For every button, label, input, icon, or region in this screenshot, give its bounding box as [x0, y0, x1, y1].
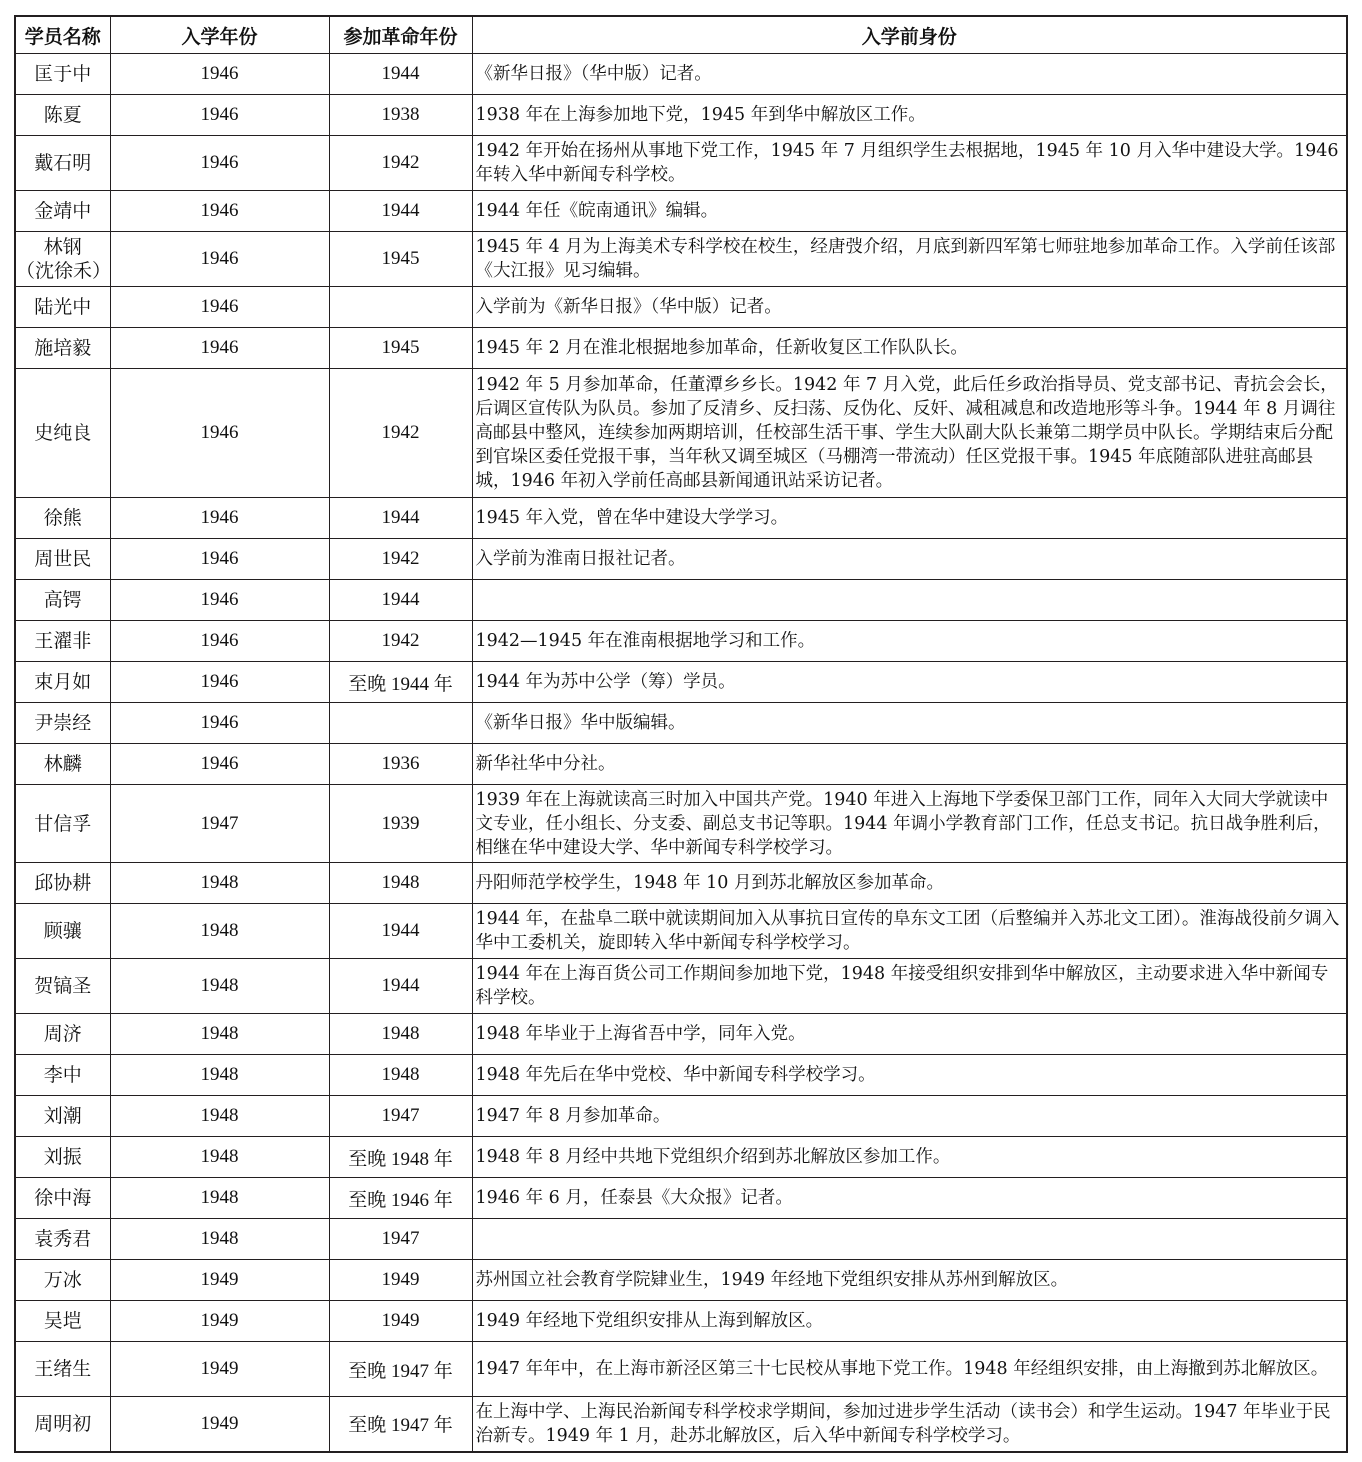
header-revolution-year: 参加革命年份	[329, 16, 472, 54]
revolution-year-cell: 1944	[329, 191, 472, 232]
student-name-cell: 吴垲	[15, 1301, 110, 1342]
table-row	[15, 580, 1347, 621]
student-name-cell: 邱协耕	[15, 863, 110, 904]
student-name-cell: 尹崇经	[15, 703, 110, 744]
prior-identity-cell: 1942 年 5 月参加革命，任董潭乡乡长。1942 年 7 月入党，此后任乡政治指导员、党支部书记、青抗会会长，后调区宣传队为队员。参加了反清乡、反扫荡、反伪化、反奸、减租减息和改造地形等斗争。1944 年 8 月调往高邮县中整风，连续参加两期培训，任校部生活干事、学生大队副大队长兼第二期学员中队长。学期结束后分配到官垛区委任党报干事，当年秋又调至城区（马棚湾一带流动）任区党报干事。1945 年底随部队进驻高邮县城，1946 年初入学前任高邮县新闻通讯站采访记者。	[472, 369, 1347, 498]
student-name-cell: 陈夏	[15, 95, 110, 136]
enroll-year-cell: 1949	[110, 1397, 329, 1452]
student-name-cell: 王绪生	[15, 1342, 110, 1397]
student-name-cell: 束月如	[15, 662, 110, 703]
enroll-year-cell: 1946	[110, 232, 329, 287]
table-row	[15, 232, 1347, 287]
revolution-year-cell: 1938	[329, 95, 472, 136]
student-name-cell: 陆光中	[15, 287, 110, 328]
enroll-year-cell: 1948	[110, 1055, 329, 1096]
enroll-year-cell: 1946	[110, 369, 329, 498]
prior-identity-cell: 1938 年在上海参加地下党，1945 年到华中解放区工作。	[472, 95, 1347, 136]
table-row	[15, 785, 1347, 863]
student-name-cell: 匡于中	[15, 54, 110, 95]
table-row	[15, 904, 1347, 959]
header-row	[15, 16, 1347, 54]
table-row	[15, 1178, 1347, 1219]
revolution-year-cell: 至晚 1946 年	[329, 1178, 472, 1219]
enroll-year-cell: 1949	[110, 1342, 329, 1397]
enroll-year-cell: 1946	[110, 744, 329, 785]
prior-identity-cell: 1939 年在上海就读高三时加入中国共产党。1940 年进入上海地下学委保卫部门工作，同年入大同大学就读中文专业，任小组长、分支委、副总支书记等职。1944 年调小学教育部门工作，任总支书记。抗日战争胜利后，相继在华中建设大学、华中新闻专科学校学习。	[472, 785, 1347, 863]
prior-identity-cell: 1945 年 4 月为上海美术专科学校在校生，经唐弢介绍，月底到新四军第七师驻地参加革命工作。入学前任该部《大江报》见习编辑。	[472, 232, 1347, 287]
enroll-year-cell: 1948	[110, 863, 329, 904]
table-row	[15, 744, 1347, 785]
revolution-year-cell: 1945	[329, 328, 472, 369]
prior-identity-cell: 丹阳师范学校学生，1948 年 10 月到苏北解放区参加革命。	[472, 863, 1347, 904]
students-table	[14, 15, 1348, 1453]
student-name-cell: 刘振	[15, 1137, 110, 1178]
header-enroll-year: 入学年份	[110, 16, 329, 54]
revolution-year-cell: 1949	[329, 1260, 472, 1301]
enroll-year-cell: 1946	[110, 287, 329, 328]
prior-identity-cell	[472, 580, 1347, 621]
student-name-cell: 徐熊	[15, 498, 110, 539]
table-row	[15, 1055, 1347, 1096]
prior-identity-cell: 1948 年先后在华中党校、华中新闻专科学校学习。	[472, 1055, 1347, 1096]
prior-identity-cell: 《新华日报》华中版编辑。	[472, 703, 1347, 744]
table-row	[15, 191, 1347, 232]
revolution-year-cell: 至晚 1947 年	[329, 1342, 472, 1397]
enroll-year-cell: 1946	[110, 136, 329, 191]
prior-identity-cell: 入学前为《新华日报》（华中版）记者。	[472, 287, 1347, 328]
enroll-year-cell: 1948	[110, 1219, 329, 1260]
enroll-year-cell: 1946	[110, 191, 329, 232]
revolution-year-cell: 1948	[329, 1055, 472, 1096]
table-row	[15, 498, 1347, 539]
revolution-year-cell: 至晚 1948 年	[329, 1137, 472, 1178]
prior-identity-cell: 1942 年开始在扬州从事地下党工作，1945 年 7 月组织学生去根据地，1945 年 10 月入华中建设大学。1946 年转入华中新闻专科学校。	[472, 136, 1347, 191]
enroll-year-cell: 1946	[110, 54, 329, 95]
revolution-year-cell: 1947	[329, 1096, 472, 1137]
revolution-year-cell: 1945	[329, 232, 472, 287]
prior-identity-cell: 1948 年 8 月经中共地下党组织介绍到苏北解放区参加工作。	[472, 1137, 1347, 1178]
student-name-cell: 甘信孚	[15, 785, 110, 863]
enroll-year-cell: 1946	[110, 662, 329, 703]
enroll-year-cell: 1948	[110, 1178, 329, 1219]
revolution-year-cell: 1939	[329, 785, 472, 863]
student-name-cell: 王濯非	[15, 621, 110, 662]
prior-identity-cell: 1948 年毕业于上海省吾中学，同年入党。	[472, 1014, 1347, 1055]
revolution-year-cell: 1947	[329, 1219, 472, 1260]
prior-identity-cell: 1947 年年中，在上海市新泾区第三十七民校从事地下党工作。1948 年经组织安排，由上海撤到苏北解放区。	[472, 1342, 1347, 1397]
prior-identity-cell: 入学前为淮南日报社记者。	[472, 539, 1347, 580]
prior-identity-cell: 新华社华中分社。	[472, 744, 1347, 785]
revolution-year-cell: 1936	[329, 744, 472, 785]
enroll-year-cell: 1946	[110, 498, 329, 539]
prior-identity-cell: 1947 年 8 月参加革命。	[472, 1096, 1347, 1137]
revolution-year-cell: 1944	[329, 959, 472, 1014]
enroll-year-cell: 1946	[110, 95, 329, 136]
table-row	[15, 1014, 1347, 1055]
table-row	[15, 959, 1347, 1014]
student-name-cell: 李中	[15, 1055, 110, 1096]
header-prior-identity: 入学前身份	[472, 16, 1347, 54]
revolution-year-cell: 1942	[329, 136, 472, 191]
student-name-cell: 金靖中	[15, 191, 110, 232]
table-row	[15, 662, 1347, 703]
revolution-year-cell: 1944	[329, 498, 472, 539]
prior-identity-cell: 1944 年任《皖南通讯》编辑。	[472, 191, 1347, 232]
prior-identity-cell	[472, 1219, 1347, 1260]
student-name-cell: 袁秀君	[15, 1219, 110, 1260]
table-row	[15, 328, 1347, 369]
student-name-cell: 周世民	[15, 539, 110, 580]
table-row	[15, 369, 1347, 498]
revolution-year-cell: 1948	[329, 863, 472, 904]
table-row	[15, 136, 1347, 191]
table-row	[15, 95, 1347, 136]
enroll-year-cell: 1948	[110, 904, 329, 959]
revolution-year-cell	[329, 287, 472, 328]
student-name-cell: 史纯良	[15, 369, 110, 498]
prior-identity-cell: 在上海中学、上海民治新闻专科学校求学期间，参加过进步学生活动（读书会）和学生运动。1947 年毕业于民治新专。1949 年 1 月，赴苏北解放区，后入华中新闻专科学校学习。	[472, 1397, 1347, 1452]
table-row	[15, 863, 1347, 904]
revolution-year-cell: 1942	[329, 369, 472, 498]
enroll-year-cell: 1947	[110, 785, 329, 863]
table-row	[15, 1219, 1347, 1260]
enroll-year-cell: 1946	[110, 703, 329, 744]
revolution-year-cell: 至晚 1947 年	[329, 1397, 472, 1452]
revolution-year-cell: 1944	[329, 904, 472, 959]
revolution-year-cell: 1944	[329, 580, 472, 621]
table-row	[15, 1096, 1347, 1137]
student-name-cell: 周明初	[15, 1397, 110, 1452]
table-row	[15, 621, 1347, 662]
enroll-year-cell: 1946	[110, 539, 329, 580]
student-name-cell: 周济	[15, 1014, 110, 1055]
table-row	[15, 287, 1347, 328]
prior-identity-cell: 1945 年入党，曾在华中建设大学学习。	[472, 498, 1347, 539]
prior-identity-cell: 苏州国立社会教育学院肄业生，1949 年经地下党组织安排从苏州到解放区。	[472, 1260, 1347, 1301]
table-row	[15, 1137, 1347, 1178]
student-name-cell: 施培毅	[15, 328, 110, 369]
header-student-name: 学员名称	[15, 16, 110, 54]
enroll-year-cell: 1946	[110, 328, 329, 369]
prior-identity-cell: 1949 年经地下党组织安排从上海到解放区。	[472, 1301, 1347, 1342]
table-row	[15, 1301, 1347, 1342]
revolution-year-cell: 1944	[329, 54, 472, 95]
table-row	[15, 703, 1347, 744]
student-name-cell: 顾骧	[15, 904, 110, 959]
enroll-year-cell: 1949	[110, 1301, 329, 1342]
prior-identity-cell: 1944 年，在盐阜二联中就读期间加入从事抗日宣传的阜东文工团（后整编并入苏北文工团）。淮海战役前夕调入华中工委机关，旋即转入华中新闻专科学校学习。	[472, 904, 1347, 959]
enroll-year-cell: 1948	[110, 1014, 329, 1055]
enroll-year-cell: 1946	[110, 621, 329, 662]
student-name-cell: 徐中海	[15, 1178, 110, 1219]
table-row	[15, 54, 1347, 95]
revolution-year-cell: 1949	[329, 1301, 472, 1342]
student-name-cell: 刘潮	[15, 1096, 110, 1137]
enroll-year-cell: 1948	[110, 959, 329, 1014]
prior-identity-cell: 1942—1945 年在淮南根据地学习和工作。	[472, 621, 1347, 662]
revolution-year-cell: 至晚 1944 年	[329, 662, 472, 703]
enroll-year-cell: 1949	[110, 1260, 329, 1301]
table-row	[15, 539, 1347, 580]
revolution-year-cell: 1942	[329, 539, 472, 580]
table-row	[15, 1397, 1347, 1452]
student-name-cell: 戴石明	[15, 136, 110, 191]
prior-identity-cell: 1945 年 2 月在淮北根据地参加革命，任新收复区工作队队长。	[472, 328, 1347, 369]
revolution-year-cell: 1948	[329, 1014, 472, 1055]
revolution-year-cell: 1942	[329, 621, 472, 662]
prior-identity-cell: 1944 年在上海百货公司工作期间参加地下党，1948 年接受组织安排到华中解放区，主动要求进入华中新闻专科学校。	[472, 959, 1347, 1014]
student-name-cell: 高锷	[15, 580, 110, 621]
table-row	[15, 1260, 1347, 1301]
prior-identity-cell: 1946 年 6 月，任泰县《大众报》记者。	[472, 1178, 1347, 1219]
student-name-cell: 林麟	[15, 744, 110, 785]
prior-identity-cell: 1944 年为苏中公学（筹）学员。	[472, 662, 1347, 703]
revolution-year-cell	[329, 703, 472, 744]
enroll-year-cell: 1948	[110, 1096, 329, 1137]
prior-identity-cell: 《新华日报》（华中版）记者。	[472, 54, 1347, 95]
table-row	[15, 1342, 1347, 1397]
student-name-cell: 林钢 （沈徐禾）	[15, 232, 110, 287]
student-name-cell: 贺镐圣	[15, 959, 110, 1014]
student-name-cell: 万冰	[15, 1260, 110, 1301]
enroll-year-cell: 1948	[110, 1137, 329, 1178]
enroll-year-cell: 1946	[110, 580, 329, 621]
